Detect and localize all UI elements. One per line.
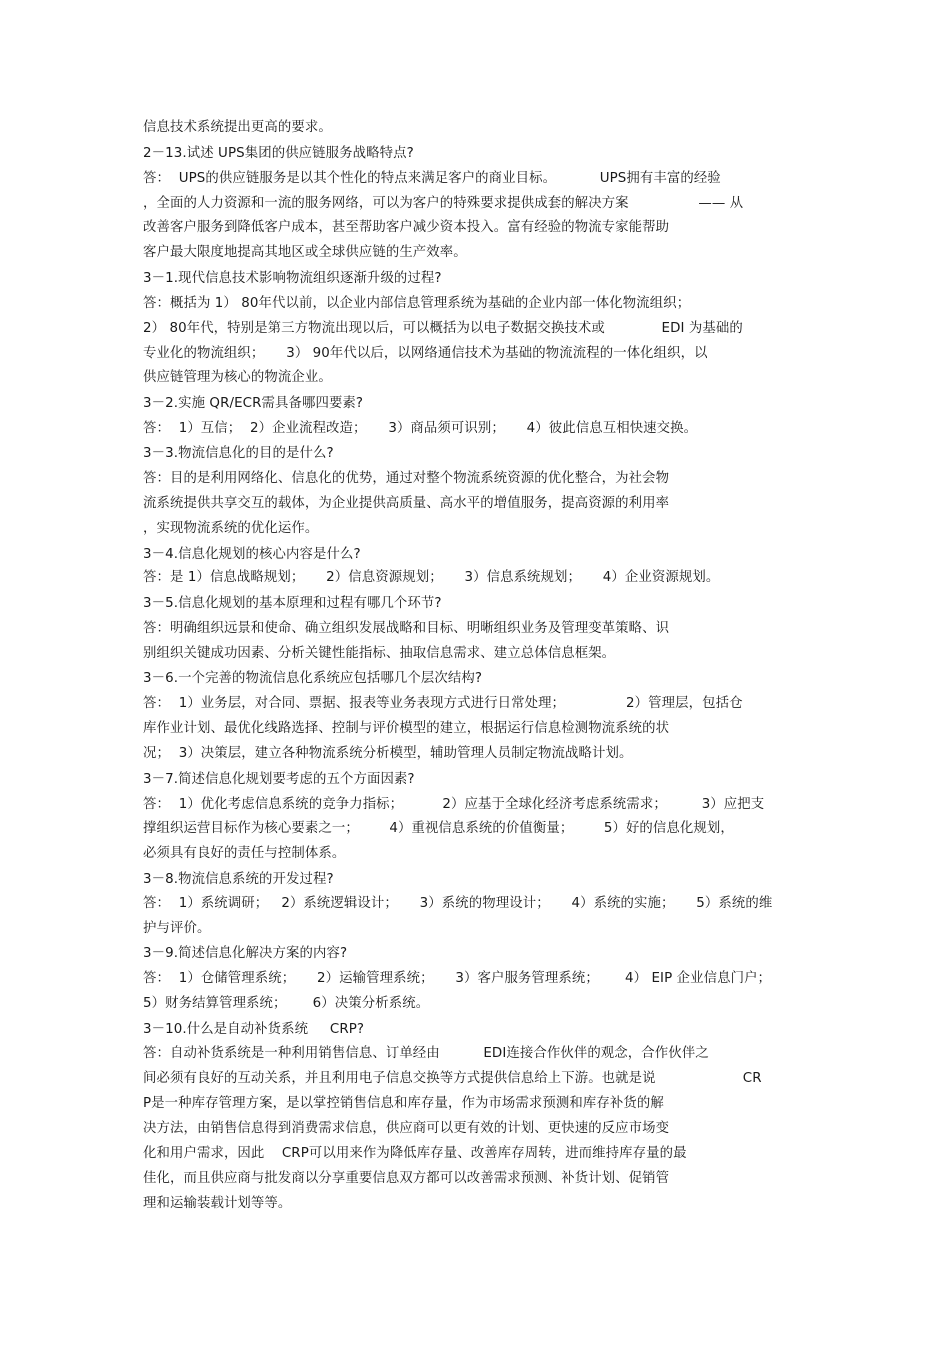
answer-3-9-line: 5）财务结算管理系统； 6）决策分析系统。: [143, 996, 430, 1011]
answer-3-10-line: 决方法，由销售信息得到消费需求信息，供应商可以更有效的计划、更快速的反应市场变: [143, 1121, 670, 1136]
answer-3-1-line: 专业化的物流组织； 3） 90年代以后，以网络通信技术为基础的物流流程的一体化组织，以: [143, 346, 708, 361]
question-3-5: 3－5.信息化规划的基本原理和过程有哪几个环节?: [143, 596, 442, 611]
question-3-9: 3－9.简述信息化解决方案的内容?: [143, 946, 348, 961]
question-3-1: 3－1.现代信息技术影响物流组织逐渐升级的过程?: [143, 271, 442, 286]
answer-2-13-line: 客户最大限度地提高其地区或全球供应链的生产效率。: [143, 245, 467, 260]
answer-3-8-line: 护与评价。: [143, 921, 211, 936]
answer-3-8-line: 答： 1）系统调研； 2）系统逻辑设计； 3）系统的物理设计； 4）系统的实施； 5）系统的维: [143, 896, 773, 911]
answer-2-13-line: 改善客户服务到降低客户成本，甚至帮助客户减少资本投入。富有经验的物流专家能帮助: [143, 220, 670, 235]
answer-3-9-line: 答： 1）仓储管理系统； 2）运输管理系统； 3）客户服务管理系统； 4） EIP 企业信息门户；: [143, 971, 772, 986]
answer-3-5-line: 别组织关键成功因素、分析关键性能指标、抽取信息需求、建立总体信息框架。: [143, 646, 616, 661]
answer-3-10-line: 化和用户需求，因此 CRP可以用来作为降低库存量、改善库存周转，进而维持库存量的最: [143, 1146, 687, 1161]
question-3-2: 3－2.实施 QR/ECR需具备哪四要素?: [143, 396, 364, 411]
answer-3-4-line: 答：是 1）信息战略规划； 2）信息资源规划； 3）信息系统规划； 4）企业资源规划。: [143, 570, 720, 585]
question-3-4: 3－4.信息化规划的核心内容是什么?: [143, 547, 361, 562]
answer-3-7-line: 撑组织运营目标作为核心要素之一； 4）重视信息系统的价值衡量； 5）好的信息化规划，: [143, 821, 734, 836]
answer-3-10-line: 答：自动补货系统是一种利用销售信息、订单经由 EDI连接合作伙伴的观念，合作伙伴之: [143, 1046, 709, 1061]
question-3-7: 3－7.简述信息化规划要考虑的五个方面因素?: [143, 772, 415, 787]
answer-3-10-line: 间必须有良好的互动关系，并且利用电子信息交换等方式提供信息给上下游。也就是说 CR: [143, 1071, 762, 1086]
answer-3-10-line: 理和运输装载计划等等。: [143, 1196, 292, 1211]
answer-3-7-line: 答： 1）优化考虑信息系统的竞争力指标； 2）应基于全球化经济考虑系统需求； 3）应把支: [143, 797, 765, 812]
question-3-10: 3－10.什么是自动补货系统 CRP?: [143, 1022, 365, 1037]
answer-3-7-line: 必须具有良好的责任与控制体系。: [143, 846, 346, 861]
answer-3-10-line: 佳化，而且供应商与批发商以分享重要信息双方都可以改善需求预测、补货计划、促销管: [143, 1171, 670, 1186]
answer-3-1-line: 答：概括为 1） 80年代以前，以企业内部信息管理系统为基础的企业内部一体化物流组织；: [143, 296, 691, 311]
question-3-8: 3－8.物流信息系统的开发过程?: [143, 872, 334, 887]
question-2-13: 2－13.试述 UPS集团的供应链服务战略特点?: [143, 146, 414, 161]
answer-3-1-line: 2） 80年代，特别是第三方物流出现以后，可以概括为以电子数据交换技术或 EDI 为基础的: [143, 321, 743, 336]
answer-2-13-line: ，全面的人力资源和一流的服务网络，可以为客户的特殊要求提供成套的解决方案 —— 从: [143, 196, 744, 211]
answer-3-5-line: 答：明确组织远景和使命、确立组织发展战略和目标、明晰组织业务及管理变革策略、识: [143, 621, 670, 636]
answer-3-3-line: ，实现物流系统的优化运作。: [143, 521, 319, 536]
answer-3-6-line: 况； 3）决策层，建立各种物流系统分析模型，辅助管理人员制定物流战略计划。: [143, 746, 633, 761]
text-line-continuation: 信息技术系统提出更高的要求。: [143, 120, 332, 135]
question-3-6: 3－6.一个完善的物流信息化系统应包括哪几个层次结构?: [143, 671, 483, 686]
answer-3-1-line: 供应链管理为核心的物流企业。: [143, 370, 332, 385]
answer-3-3-line: 答：目的是利用网络化、信息化的优势，通过对整个物流系统资源的优化整合，为社会物: [143, 471, 670, 486]
answer-3-10-line: P是一种库存管理方案，是以掌控销售信息和库存量，作为市场需求预测和库存补货的解: [143, 1096, 664, 1111]
answer-3-3-line: 流系统提供共享交互的载体，为企业提供高质量、高水平的增值服务，提高资源的利用率: [143, 496, 670, 511]
answer-3-6-line: 库作业计划、最优化线路选择、控制与评价模型的建立，根据运行信息检测物流系统的状: [143, 721, 670, 736]
question-3-3: 3－3.物流信息化的目的是什么?: [143, 446, 334, 461]
answer-3-2-line: 答： 1）互信； 2）企业流程改造； 3）商品须可识别； 4）彼此信息互相快速交换。: [143, 421, 698, 436]
answer-3-6-line: 答： 1）业务层，对合同、票据、报表等业务表现方式进行日常处理； 2）管理层，包括仓: [143, 696, 743, 711]
answer-2-13-line: 答： UPS的供应链服务是以其个性化的特点来满足客户的商业目标。 UPS拥有丰富的经验: [143, 171, 721, 186]
